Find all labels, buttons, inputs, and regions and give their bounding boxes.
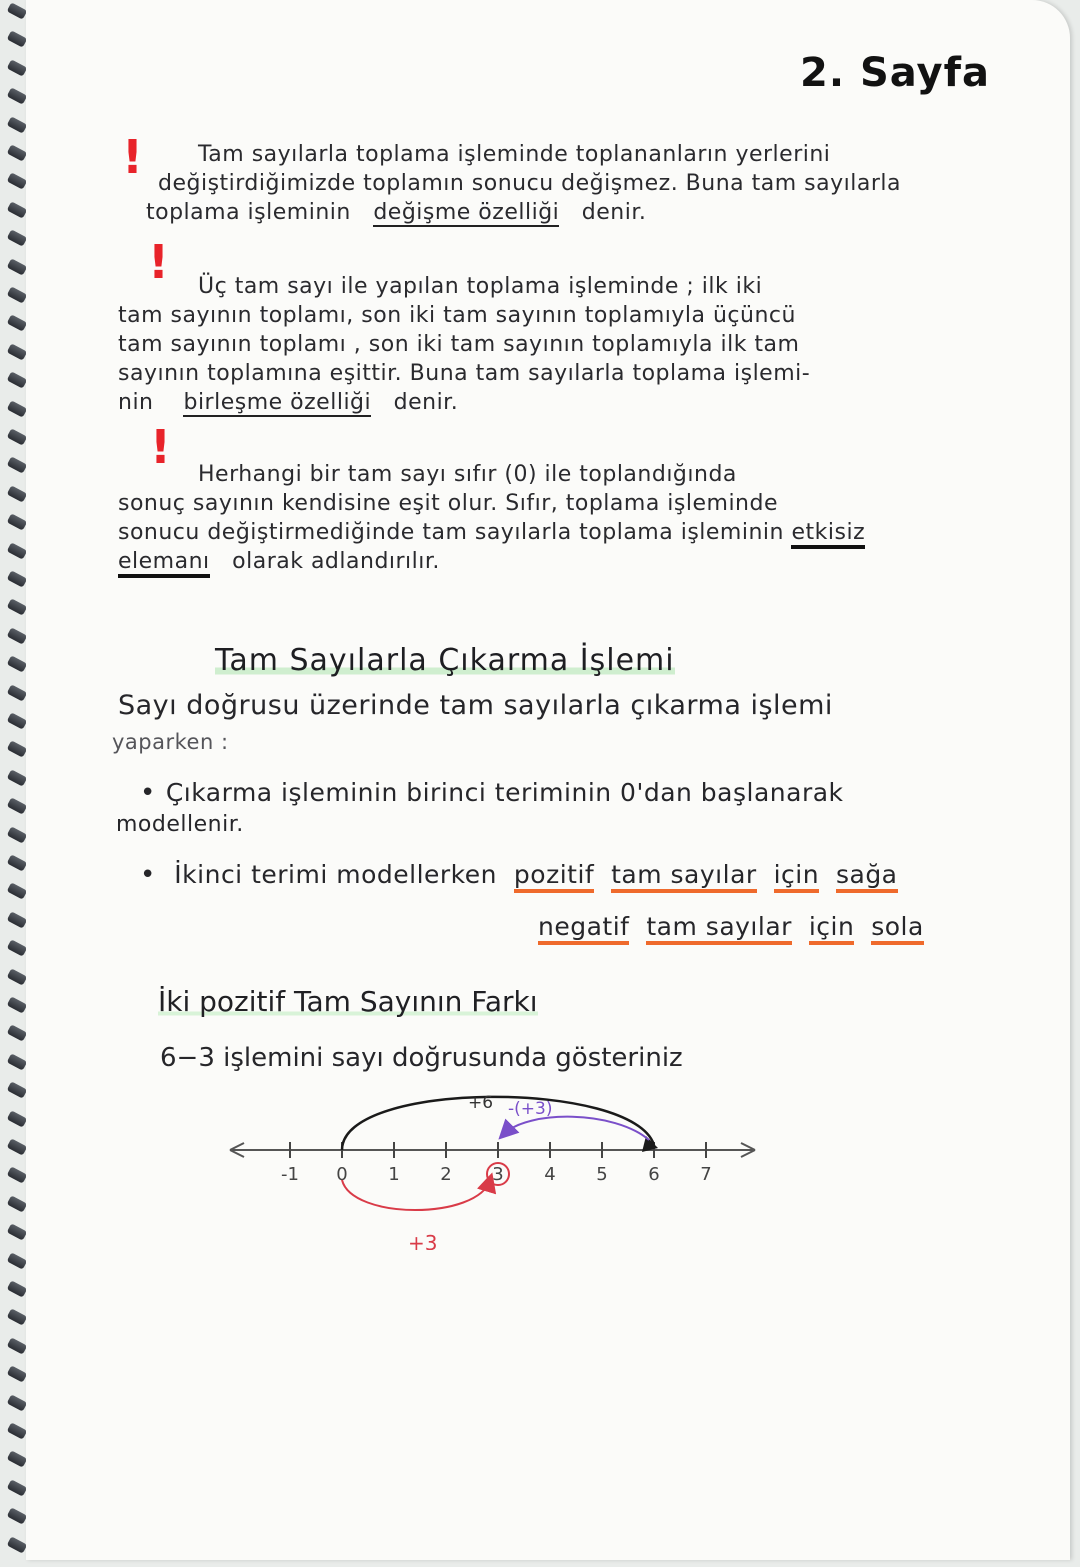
word-saga: sağa <box>836 860 898 893</box>
p2-line3: tam sayının toplamı , son iki tam sayının toplamıyla ilk tam <box>118 332 800 357</box>
spiral-ring <box>7 144 28 161</box>
spiral-ring <box>7 769 28 786</box>
spiral-ring <box>7 1536 28 1553</box>
spiral-ring <box>7 1451 28 1468</box>
spiral-ring <box>7 570 28 587</box>
spiral-ring <box>7 1224 28 1241</box>
spiral-ring <box>7 712 28 729</box>
word-sola: sola <box>871 912 924 945</box>
word-tam-sayilar: tam sayılar <box>611 860 757 893</box>
bullet1-line1 <box>140 778 1040 808</box>
spiral-ring <box>7 1195 28 1212</box>
spiral-ring <box>7 2 28 19</box>
p3-line3 <box>118 518 1008 547</box>
tick-label: 2 <box>440 1164 452 1185</box>
p2-line5-b: denir. <box>393 390 459 415</box>
spiral-ring <box>7 88 28 105</box>
jump-label-plus6: +6 <box>468 1093 494 1113</box>
spiral-ring <box>7 400 28 417</box>
exclamation-icon: ! <box>148 235 169 289</box>
spiral-ring <box>7 1394 28 1411</box>
spiral-ring <box>7 1252 28 1269</box>
spiral-ring <box>7 883 28 900</box>
p1-line3-underlined: değişme özelliği <box>373 200 560 225</box>
paragraph-commutative <box>118 140 1008 227</box>
word-tam-sayilar: tam sayılar <box>646 912 792 945</box>
task-text: 6−3 işlemini sayı doğrusunda gösteriniz <box>160 1043 683 1073</box>
tick-label: 1 <box>388 1164 400 1185</box>
tick-label: 7 <box>700 1164 712 1185</box>
p2-line2: tam sayının toplamı, son iki tam sayının toplamıyla üçüncü <box>118 303 796 328</box>
p3-line4-b: olarak adlandırılır. <box>232 549 440 574</box>
bullet2-line1 <box>140 860 1040 890</box>
number-line-diagram <box>220 1090 780 1250</box>
p1-line2: değiştirdiğimizde toplamın sonucu değişmez. Buna tam sayılarla <box>158 171 901 196</box>
p3-line3-a: sonucu değiştirmediğinde tam sayılarla toplama işleminin <box>118 520 784 545</box>
spiral-ring <box>7 1025 28 1042</box>
tick-label: 5 <box>596 1164 608 1185</box>
spiral-ring <box>7 627 28 644</box>
spiral-ring <box>7 1337 28 1354</box>
spiral-ring <box>7 1366 28 1383</box>
word-icin: için <box>809 912 854 945</box>
sub-heading: İki pozitif Tam Sayının Farkı <box>158 985 538 1018</box>
bullet1-text: Çıkarma işleminin birinci teriminin 0'dan başlanarak <box>165 778 844 807</box>
spiral-ring <box>7 968 28 985</box>
spiral-ring <box>7 173 28 190</box>
spiral-ring <box>7 940 28 957</box>
jump-arc-plus3 <box>342 1180 490 1210</box>
spiral-ring <box>7 31 28 48</box>
spiral-ring <box>7 1309 28 1326</box>
spiral-ring <box>7 1479 28 1496</box>
spiral-ring <box>7 798 28 815</box>
spiral-ring <box>7 485 28 502</box>
tick-label: 0 <box>336 1164 348 1185</box>
spiral-ring <box>7 684 28 701</box>
p3-line4 <box>118 547 1008 576</box>
spiral-ring <box>7 1280 28 1297</box>
spiral-ring <box>7 514 28 531</box>
spiral-ring <box>7 315 28 332</box>
word-pozitif: pozitif <box>514 860 594 893</box>
spiral-ring <box>7 428 28 445</box>
exclamation-icon: ! <box>150 420 171 474</box>
p1-line3-b: denir. <box>581 200 647 225</box>
bullet2-text: İkinci terimi modellerken <box>174 860 497 889</box>
spiral-ring <box>7 1082 28 1099</box>
spiral-ring <box>7 741 28 758</box>
p1-line3 <box>118 198 1008 227</box>
p3-line2: sonuç sayının kendisine eşit olur. Sıfır, toplama işleminde <box>118 491 779 516</box>
bullet-dot-icon: • <box>140 860 156 890</box>
jump-label-minus3: -(+3) <box>508 1099 553 1119</box>
bullet-dot-icon: • <box>140 778 156 808</box>
tick-label: -1 <box>281 1164 299 1185</box>
p1-line3-a: toplama işleminin <box>146 200 351 225</box>
spiral-ring <box>7 1138 28 1155</box>
spiral-ring <box>7 1110 28 1127</box>
section-heading: Tam Sayılarla Çıkarma İşlemi <box>215 643 675 678</box>
p2-line4: sayının toplamına eşittir. Buna tam sayılarla toplama işlemi- <box>118 361 811 386</box>
spiral-ring <box>7 230 28 247</box>
spiral-ring <box>7 854 28 871</box>
spiral-ring <box>7 286 28 303</box>
spiral-ring <box>7 1508 28 1525</box>
spiral-ring <box>7 996 28 1013</box>
word-icin: için <box>774 860 819 893</box>
bullet1-line2: modellenir. <box>116 812 244 837</box>
p3-line4-underlined: elemanı <box>118 549 210 578</box>
spiral-ring <box>7 372 28 389</box>
tick-label: 6 <box>648 1164 660 1185</box>
spiral-ring <box>7 911 28 928</box>
p2-line5 <box>118 388 1008 417</box>
spiral-ring <box>7 1053 28 1070</box>
p2-line5-a: nin <box>118 390 154 415</box>
spiral-ring <box>7 542 28 559</box>
spiral-ring <box>7 201 28 218</box>
spiral-ring <box>7 599 28 616</box>
spiral-ring <box>7 258 28 275</box>
spiral-ring <box>7 343 28 360</box>
spiral-ring <box>7 59 28 76</box>
page-title: 2. Sayfa <box>800 50 990 96</box>
spiral-ring <box>7 457 28 474</box>
spiral-ring <box>7 1167 28 1184</box>
paragraph-associative <box>118 272 1008 417</box>
spiral-ring <box>7 1422 28 1439</box>
p2-line5-underlined: birleşme özelliği <box>183 390 372 415</box>
paragraph-identity <box>118 460 1008 576</box>
p1-line1: Tam sayılarla toplama işleminde toplananların yerlerini <box>198 142 831 167</box>
intro-line2: yaparken : <box>112 730 229 754</box>
exclamation-icon: ! <box>122 130 143 184</box>
tick-label: 4 <box>544 1164 556 1185</box>
spiral-ring <box>7 656 28 673</box>
intro-line1: Sayı doğrusu üzerinde tam sayılarla çıkarma işlemi <box>118 690 833 721</box>
spiral-ring <box>7 826 28 843</box>
p3-line1: Herhangi bir tam sayı sıfır (0) ile toplandığında <box>198 462 737 487</box>
spiral-ring <box>7 116 28 133</box>
p2-line1: Üç tam sayı ile yapılan toplama işleminde ; ilk iki <box>198 274 763 299</box>
bullet2-line2 <box>538 912 998 941</box>
jump-label-plus3: +3 <box>408 1231 438 1250</box>
p3-line3-underlined: etkisiz <box>791 520 865 549</box>
word-negatif: negatif <box>538 912 629 945</box>
tick-label: 3 <box>492 1164 504 1185</box>
